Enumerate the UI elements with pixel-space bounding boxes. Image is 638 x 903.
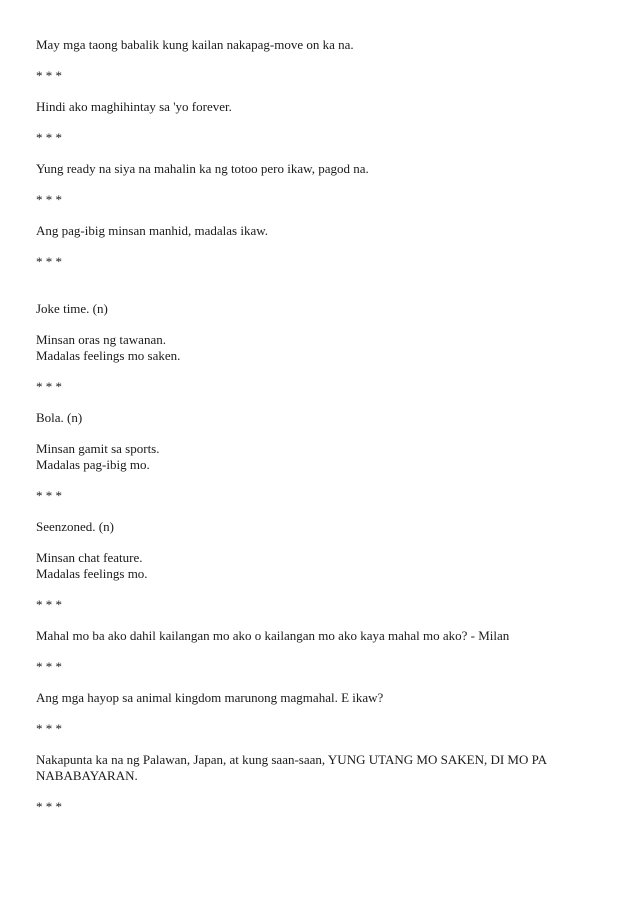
text-line: Mahal mo ba ako dahil kailangan mo ako o kailangan mo ako kaya mahal mo ako? - Milan: [36, 628, 510, 643]
text-line: Hindi ako maghihintay sa 'yo forever.: [36, 99, 232, 114]
text-line: May mga taong babalik kung kailan nakapag-move on ka na.: [36, 37, 354, 52]
text-line: Ang pag-ibig minsan manhid, madalas ikaw.: [36, 223, 269, 238]
definition-term: Joke time. (n): [36, 301, 108, 316]
separator: * * *: [36, 799, 62, 814]
text-line: Madalas feelings mo saken.: [36, 348, 181, 363]
separator: * * *: [36, 379, 62, 394]
definition-term: Bola. (n): [36, 410, 83, 425]
separator: * * *: [36, 254, 62, 269]
text-line: Nakapunta ka na ng Palawan, Japan, at kung saan-saan, YUNG UTANG MO SAKEN, DI MO PA: [36, 752, 548, 767]
separator: * * *: [36, 488, 62, 503]
separator: * * *: [36, 659, 62, 674]
text-line: Ang mga hayop sa animal kingdom marunong magmahal. E ikaw?: [36, 690, 384, 705]
separator: * * *: [36, 721, 62, 736]
text-line: NABABAYARAN.: [36, 768, 138, 783]
definition-term: Seenzoned. (n): [36, 519, 114, 534]
separator: * * *: [36, 130, 62, 145]
text-line: Minsan gamit sa sports.: [36, 441, 160, 456]
separator: * * *: [36, 192, 62, 207]
text-line: Minsan oras ng tawanan.: [36, 332, 166, 347]
separator: * * *: [36, 68, 62, 83]
separator: * * *: [36, 597, 62, 612]
text-line: Minsan chat feature.: [36, 550, 143, 565]
text-line: Madalas pag-ibig mo.: [36, 457, 150, 472]
text-line: Madalas feelings mo.: [36, 566, 148, 581]
text-line: Yung ready na siya na mahalin ka ng totoo pero ikaw, pagod na.: [36, 161, 369, 176]
